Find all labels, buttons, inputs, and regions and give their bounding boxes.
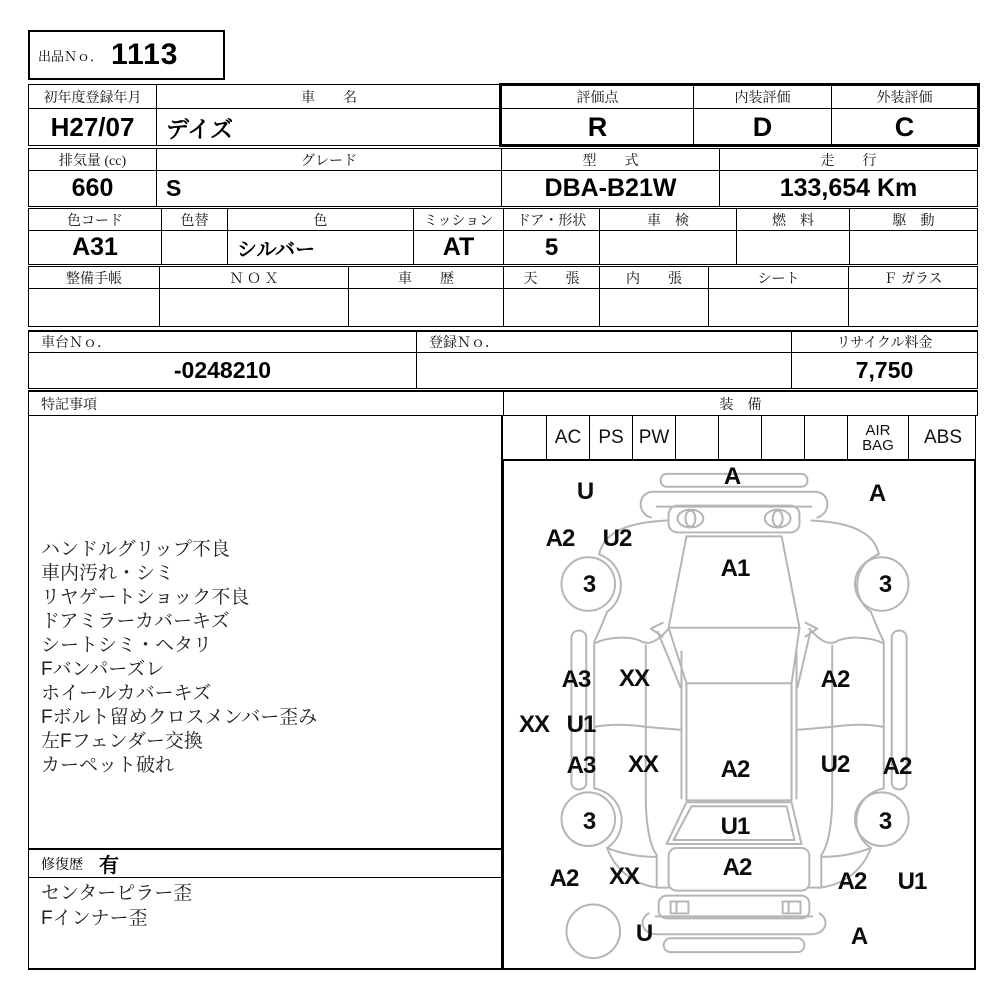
repair-note-line: センターピラー歪 bbox=[41, 883, 193, 904]
inspection-header: 車 検 bbox=[599, 209, 736, 230]
nox-value bbox=[159, 289, 348, 326]
car-history-header: 車 歴 bbox=[348, 267, 503, 288]
damage-code-a: A bbox=[868, 480, 886, 507]
seat-value bbox=[708, 289, 848, 326]
damage-code-u: U bbox=[635, 920, 653, 947]
displacement-header: 排気量 (cc) bbox=[58, 153, 127, 169]
color-change-header: 色替 bbox=[161, 209, 227, 230]
equipment-row bbox=[502, 415, 976, 460]
color-code-value: A31 bbox=[72, 233, 118, 261]
front-glass-value bbox=[848, 289, 977, 326]
car-history-value bbox=[348, 289, 503, 326]
repair-history-label: 修復歴 bbox=[41, 857, 83, 873]
equipment-cell-ps: PS bbox=[589, 416, 632, 459]
color-code-header: 色コード bbox=[67, 213, 123, 229]
interior-score-header: 内装評価 bbox=[693, 85, 831, 108]
lot-number-label: 出品Ｎｏ． bbox=[38, 48, 104, 64]
damage-code-3: 3 bbox=[582, 571, 596, 598]
equipment-cell-empty bbox=[761, 416, 804, 459]
exterior-score-value: C bbox=[831, 109, 977, 145]
right-front-fender bbox=[811, 521, 878, 555]
damage-code-a2: A2 bbox=[720, 756, 750, 783]
color-value: シルバー bbox=[227, 231, 413, 264]
equipment-cell-empty bbox=[503, 416, 546, 459]
damage-code-a2: A2 bbox=[722, 854, 752, 881]
damage-code-u1: U1 bbox=[720, 813, 750, 840]
row4-values bbox=[28, 288, 978, 327]
model-code-value: DBA-B21W bbox=[501, 171, 719, 206]
car-diagram-panel bbox=[502, 459, 976, 970]
row4-header bbox=[28, 266, 978, 289]
roof-lining-value bbox=[503, 289, 599, 326]
recycle-fee-header: リサイクル料金 bbox=[791, 332, 977, 352]
special-note-line: カーペット破れ bbox=[41, 755, 175, 776]
special-notes-list bbox=[29, 416, 501, 778]
damage-code-xx: XX bbox=[518, 711, 550, 738]
color-change-value bbox=[161, 231, 227, 264]
damage-code-a3: A3 bbox=[561, 666, 591, 693]
damage-code-a2: A2 bbox=[545, 525, 575, 552]
lot-number-box bbox=[28, 30, 225, 80]
mileage-value: 133,654 Km bbox=[719, 171, 977, 206]
color-header: 色 bbox=[227, 209, 413, 230]
damage-code-a2: A2 bbox=[882, 753, 912, 780]
recycle-fee-value: 7,750 bbox=[791, 353, 977, 388]
damage-code-3: 3 bbox=[878, 571, 892, 598]
row2-header bbox=[28, 148, 978, 171]
repair-history-row bbox=[28, 848, 502, 878]
damage-code-a2: A2 bbox=[549, 865, 579, 892]
special-note-line: Fバンパーズレ bbox=[41, 659, 165, 680]
repair-notes-panel bbox=[28, 877, 502, 970]
repair-notes-list bbox=[29, 878, 501, 931]
damage-code-u1: U1 bbox=[566, 711, 596, 738]
repair-note-line: Fインナー歪 bbox=[41, 908, 148, 929]
exterior-score-header: 外装評価 bbox=[831, 85, 977, 108]
drive-value bbox=[849, 231, 977, 264]
model-code-header: 型 式 bbox=[501, 149, 719, 170]
car-name-value: デイズ bbox=[156, 109, 501, 145]
row1-header bbox=[28, 84, 978, 109]
damage-code-xx: XX bbox=[618, 665, 650, 692]
grade-value: S bbox=[156, 171, 501, 206]
equipment-cell-air-bag: AIR BAG bbox=[847, 416, 908, 459]
door-shape-value: 5 bbox=[503, 231, 599, 264]
registration-header: 初年度登録年月 bbox=[43, 90, 142, 106]
inspection-value bbox=[599, 231, 736, 264]
rear-garnish bbox=[659, 896, 810, 919]
spare-tire bbox=[566, 905, 620, 959]
equipment-cell-ac: AC bbox=[546, 416, 589, 459]
equipment-cell-abs: ABS bbox=[908, 416, 977, 459]
damage-code-u2: U2 bbox=[820, 751, 850, 778]
service-book-value bbox=[29, 289, 159, 326]
special-note-line: リヤゲートショック不良 bbox=[41, 587, 250, 608]
damage-code-a: A bbox=[850, 923, 868, 950]
special-note-line: 車内汚れ・シミ bbox=[41, 563, 175, 584]
equipment-cell-empty bbox=[718, 416, 761, 459]
roof-lining-header: 天 張 bbox=[503, 267, 599, 288]
row1-values bbox=[28, 108, 978, 146]
door-shape-header: ドア・形状 bbox=[503, 209, 599, 230]
row5-values bbox=[28, 352, 978, 389]
drive-header: 駆 動 bbox=[849, 209, 977, 230]
chassis-no-header: 車台Ｎｏ． bbox=[41, 336, 111, 351]
damage-code-xx: XX bbox=[627, 751, 659, 778]
damage-code-a2: A2 bbox=[820, 666, 850, 693]
registration-value: H27/07 bbox=[50, 111, 135, 142]
damage-code-u1: U1 bbox=[897, 868, 927, 895]
mileage-header: 走 行 bbox=[719, 149, 977, 170]
damage-code-a: A bbox=[723, 463, 741, 490]
special-note-line: ドアミラーカバーキズ bbox=[41, 611, 230, 632]
section-header-row bbox=[28, 390, 978, 416]
service-book-header: 整備手帳 bbox=[66, 271, 122, 287]
fuel-header: 燃 料 bbox=[736, 209, 849, 230]
right-headlight-icon bbox=[765, 510, 791, 528]
equipment-cell-empty bbox=[675, 416, 718, 459]
rear-lower-strip bbox=[664, 938, 805, 952]
damage-code-u: U bbox=[576, 478, 594, 505]
equipment-cell-empty bbox=[804, 416, 847, 459]
damage-code-xx: XX bbox=[608, 863, 640, 890]
displacement-value: 660 bbox=[71, 174, 114, 202]
fuel-value bbox=[736, 231, 849, 264]
interior-score-value: D bbox=[693, 109, 831, 145]
special-notes-header: 特記事項 bbox=[41, 397, 97, 413]
special-note-line: Fボルト留めクロスメンバー歪み bbox=[41, 707, 318, 728]
special-note-line: ハンドルグリップ不良 bbox=[41, 539, 230, 560]
equipment-cell-pw: PW bbox=[632, 416, 675, 459]
grade-header: グレード bbox=[156, 149, 501, 170]
special-notes-panel bbox=[28, 415, 502, 849]
chassis-no-value: -0248210 bbox=[173, 357, 272, 383]
seat-header: シート bbox=[708, 267, 848, 288]
lot-number-value: 1113 bbox=[111, 38, 179, 71]
damage-code-u2: U2 bbox=[602, 525, 632, 552]
damage-code-3: 3 bbox=[878, 808, 892, 835]
interior-trim-header: 内 張 bbox=[599, 267, 708, 288]
repair-history-value: 有 bbox=[99, 855, 119, 877]
front-glass-header: Ｆ ガラス bbox=[848, 267, 977, 288]
auction-score-value: R bbox=[501, 109, 693, 145]
left-headlight-icon bbox=[678, 510, 704, 528]
special-note-line: ホイールカバーキズ bbox=[41, 683, 212, 704]
registration-no-header: 登録Ｎｏ． bbox=[416, 332, 791, 352]
transmission-header: ミッション bbox=[413, 209, 503, 230]
damage-code-a2: A2 bbox=[837, 868, 867, 895]
left-mirror-icon bbox=[651, 623, 663, 637]
equipment-header: 装 備 bbox=[503, 392, 977, 415]
registration-no-value bbox=[416, 353, 791, 388]
row3-values bbox=[28, 230, 978, 265]
special-note-line: シートシミ・ヘタリ bbox=[41, 635, 213, 656]
interior-trim-value bbox=[599, 289, 708, 326]
special-note-line: 左Fフェンダー交換 bbox=[41, 731, 203, 752]
nox-header: Ｎ Ｏ Ｘ bbox=[159, 267, 348, 288]
damage-code-a3: A3 bbox=[566, 752, 596, 779]
car-name-header: 車 名 bbox=[156, 85, 501, 108]
auction-score-header: 評価点 bbox=[501, 85, 693, 108]
transmission-value: AT bbox=[413, 231, 503, 264]
row2-values bbox=[28, 170, 978, 207]
row5-header bbox=[28, 330, 978, 353]
row3-header bbox=[28, 208, 978, 231]
damage-code-3: 3 bbox=[582, 808, 596, 835]
damage-code-a1: A1 bbox=[720, 555, 750, 582]
